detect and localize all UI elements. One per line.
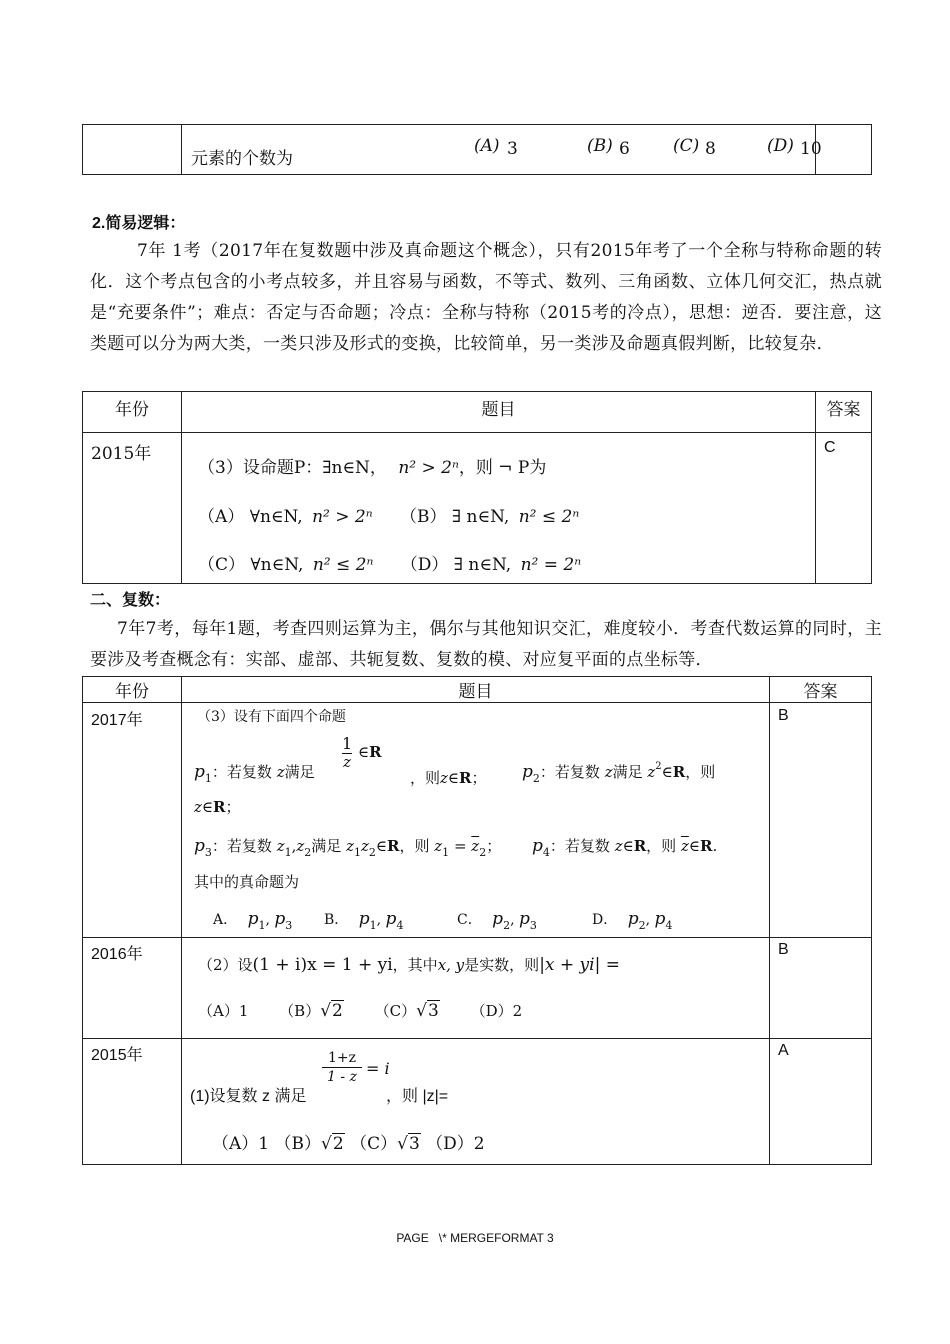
top-answer-cell [816,125,872,175]
complex-2015-answer: A [770,1039,872,1165]
complex-table [82,676,872,1165]
complex-2017-question [182,703,770,938]
complex-2015-options [212,1129,485,1154]
top-question-table [82,124,872,175]
logic-row-year: 2015年 [83,433,182,584]
top-option-b-label: (B) [587,136,613,156]
logic-q-suffix: ，则 [458,458,493,478]
top-option-a-label: (A) [474,136,500,156]
logic-opt-d-ineq: n² = 2ⁿ [520,555,582,575]
logic-opt-c-ineq: n² ≤ 2ⁿ [312,555,374,575]
complex-2015-opt-a: （A）1 [212,1134,270,1154]
logic-options-cd [198,550,581,575]
complex-2016-opt-b: （B） [279,1002,321,1020]
section-complex-heading: 二、复数： [90,592,171,609]
section-complex-paragraph: 7年7考，每年1题，考查四则运算为主，偶尔与其他知识交汇，难度较小．考查代数运算的同时，主要涉及考查概念有：实部、虚部、共轭复数、复数的模、对应复平面的点坐标等． [90,619,882,670]
logic-table [82,391,872,584]
top-option-c-label: (C) [673,136,700,156]
complex-header-question: 题目 [182,677,770,703]
top-option-d-value: 10 [800,139,822,159]
complex-2017-answer: B [770,703,872,938]
complex-2015-suffix: ，则 |z|= [386,1088,449,1105]
complex-2016-opt-c: （C） [374,1002,417,1020]
p3-statement: $p_3$：若复数 $z_1,z_2$满足 $z_1z_2\in R$，则 $z_1 = \overline{z}_2$； [194,836,502,859]
logic-opt-c-label: （C） [198,555,246,575]
sqrt-2-symbol: √2 [321,1134,344,1154]
sqrt-3-symbol: √3 [397,1134,420,1154]
logic-header-question: 题目 [182,392,816,433]
complex-2017-conclusion: 其中的真命题为 [194,873,300,891]
logic-opt-a-label: （A） [198,507,245,527]
complex-2015-opt-d: （D）2 [426,1134,485,1154]
top-year-cell [83,125,182,175]
top-question-text: 元素的个数为 [191,149,293,169]
logic-opt-c-quantifier: ∀n∈N, [250,555,304,575]
complex-2015-eq-i: = i [366,1059,390,1078]
complex-2016-opt-a: （A）1 [198,1002,249,1020]
p2-conclusion: z∈R； [194,798,241,816]
page-footer: PAGE \* MERGEFORMAT 3 [396,1231,554,1245]
p2-statement: $p_2$：若复数 z满足 $z^2\in R$，则 [522,761,716,785]
logic-opt-b-label: （B） [400,507,447,527]
complex-2017-option-c: C． $p_2$, $p_3$ [457,909,537,932]
logic-row-answer: C [816,433,872,584]
logic-q-prefix: （3）设命题P： [198,458,323,478]
complex-2016-opt-d: （D）2 [470,1002,523,1020]
p1-in-r: ∈R [358,743,382,761]
logic-q-exists: ∃n∈N， [322,458,387,478]
p1-fraction: 1 z [342,734,353,771]
complex-2015-year: 2015年 [83,1039,182,1165]
complex-2017-intro: （3）设有下面四个命题 [197,709,346,725]
top-option-c-value: 8 [705,139,716,159]
logic-opt-a-quantifier: ∀n∈N, [249,507,303,527]
complex-2016-question [182,938,770,1039]
logic-opt-b-ineq: n² ≤ 2ⁿ [518,507,580,527]
complex-2015-opt-b: （B） [274,1134,321,1154]
logic-question-line [198,453,546,478]
complex-2015-fraction: 1+z 1 - z [322,1049,362,1086]
top-question-cell [182,125,822,175]
p1-statement: $p_1$：若复数 z满足 [194,762,315,785]
complex-2017-option-a: A． $p_1$, $p_3$ [213,909,293,932]
complex-2017-option-b: B． $p_1$, $p_4$ [324,909,404,932]
complex-header-year: 年份 [83,677,182,703]
section-logic-heading: 2.简易逻辑： [92,215,186,232]
logic-opt-d-label: （D） [400,555,449,575]
p4-statement: $p_4$：若复数 z∈R，则 $\overline{z}\in R$. [532,836,718,859]
negation-symbol: ¬ [498,458,513,478]
sqrt-3-symbol: √3 [416,1001,439,1021]
sqrt-2-symbol: √2 [320,1001,343,1021]
logic-header-answer: 答案 [816,392,872,433]
logic-opt-a-ineq: n² > 2ⁿ [312,507,373,527]
top-option-d-label: (D) [767,136,794,156]
complex-2016-options [198,1000,522,1021]
logic-header-year: 年份 [83,392,182,433]
complex-2015-prefix: (1)设复数 z 满足 [190,1088,307,1105]
p1-conclusion: ，则z∈R； [410,769,487,787]
complex-2015-question [182,1039,770,1165]
complex-2015-opt-c: （C） [350,1134,398,1154]
logic-options-ab [198,502,579,527]
logic-q-inequality: n² > 2ⁿ [398,458,459,478]
top-option-a-value: 3 [507,139,518,159]
logic-row-question [182,433,816,584]
complex-2016-question-line: （2）设(1 + i)x = 1 + yi，其中x, y是实数，则|x + yi| = [198,955,620,975]
complex-2017-year: 2017年 [83,703,182,938]
logic-opt-d-quantifier: ∃ n∈N, [453,555,512,575]
logic-q-end: P为 [517,458,547,478]
complex-2016-answer: B [770,938,872,1039]
complex-2017-option-d: D． $p_2$, $p_4$ [592,909,673,932]
section-logic-paragraph: 7年 1考（2017年在复数题中涉及真命题这个概念），只有2015年考了一个全称与特称命题的转化．这个考点包含的小考点较多，并且容易与函数，不等式、数列、三角函数、立体几何交汇，热点就是“充要条件”；难点：否定与否命题；冷点：全称与特称（2015考的冷点），思想：逆否．要注意，这类题可以分为两大类，一类只涉及形式的变换，比较简单，另一类涉及命题真假判断，比较复杂． [90,241,882,354]
complex-header-answer: 答案 [770,677,872,703]
logic-opt-b-quantifier: ∃ n∈N, [451,507,510,527]
top-option-b-value: 6 [619,139,630,159]
complex-2016-year: 2016年 [83,938,182,1039]
